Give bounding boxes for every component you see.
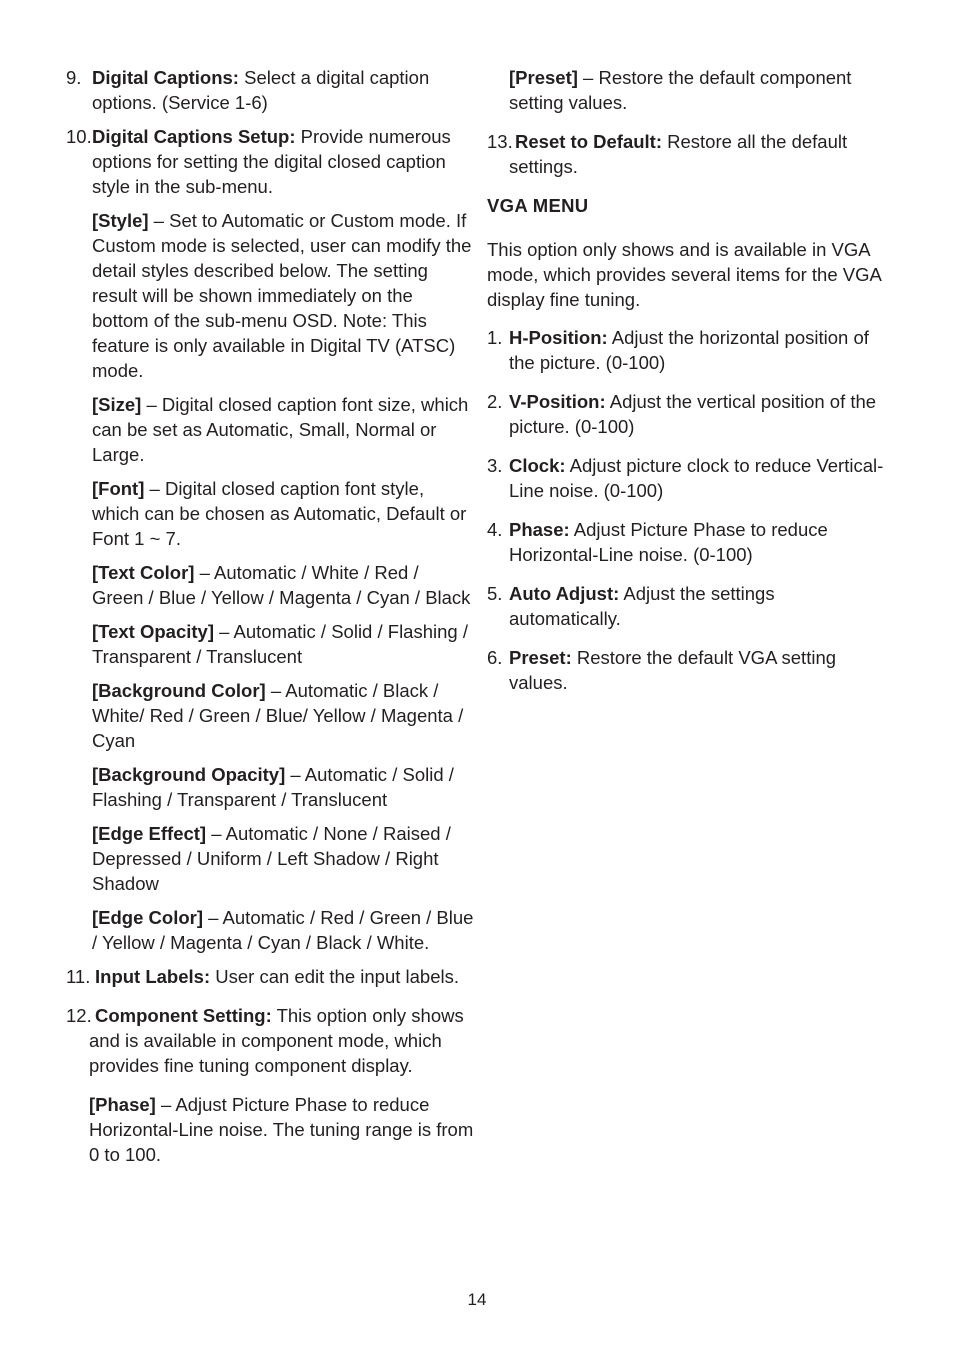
sub-item-preset	[487, 65, 887, 115]
sub-item-label: [Text Color]	[92, 562, 195, 583]
right-column	[487, 65, 887, 709]
list-item-input-labels	[66, 964, 474, 989]
sub-item-text: – Set to Automatic or Custom mode. If Custom mode is selected, user can modify the detail styles described below. The setting result will be shown immediately on the bottom of the sub-menu OSD. Note: This feature is only available in Digital TV (ATSC) mode.	[92, 210, 472, 381]
sub-item-text-color	[66, 560, 474, 610]
list-item-h-position	[487, 325, 887, 375]
sub-item-label: [Text Opacity]	[92, 621, 214, 642]
item-number: 2.	[487, 391, 503, 412]
item-number: 11.	[66, 966, 91, 987]
item-label: Digital Captions:	[92, 67, 239, 88]
sub-item-text: – Automatic / None / Raised / Depressed / Uniform / Left Shadow / Right Shadow	[92, 823, 451, 894]
item-number: 12.	[66, 1005, 92, 1026]
list-item-digital-captions	[66, 65, 474, 115]
sub-item-edge-color	[66, 905, 474, 955]
list-item-phase	[487, 517, 887, 567]
sub-item-label: [Edge Effect]	[92, 823, 207, 844]
item-number: 10.	[66, 126, 92, 147]
item-text: Select a digital caption options. (Service 1-6)	[92, 67, 430, 113]
left-column	[66, 65, 474, 1176]
vga-intro-paragraph: This option only shows and is available in VGA mode, which provides several items for the VGA display fine tuning.	[487, 239, 881, 310]
sub-item-label: [Background Color]	[92, 680, 266, 701]
item-text: Restore the default VGA setting values.	[509, 647, 837, 693]
sub-item-label: [Style]	[92, 210, 149, 231]
sub-item-text: – Adjust Picture Phase to reduce Horizontal-Line noise. The tuning range is from 0 to 100.	[89, 1094, 474, 1165]
item-label: Component Setting:	[95, 1005, 272, 1026]
sub-item-label: [Background Opacity]	[92, 764, 286, 785]
sub-item-text: – Digital closed caption font style, which can be chosen as Automatic, Default or Font 1 ~ 7.	[92, 478, 467, 549]
sub-item-text: – Automatic / Red / Green / Blue / Yellow / Magenta / Cyan / Black / White.	[92, 907, 474, 953]
list-item-v-position	[487, 389, 887, 439]
sub-item-label: [Preset]	[509, 67, 578, 88]
item-text: Adjust picture clock to reduce Vertical-Line noise. (0-100)	[509, 455, 884, 501]
sub-item-label: [Size]	[92, 394, 142, 415]
item-text: Adjust the settings automatically.	[509, 583, 775, 629]
item-number: 6.	[487, 647, 503, 668]
item-number: 5.	[487, 583, 503, 604]
item-text: This option only shows and is available in component mode, which provides fine tuning component display.	[89, 1005, 464, 1076]
section-heading-vga-menu: VGA MENU	[487, 195, 589, 216]
sub-item-text-opacity	[66, 619, 474, 669]
item-number: 3.	[487, 455, 503, 476]
sub-item-edge-effect	[66, 821, 474, 896]
list-item-digital-captions-setup	[66, 124, 474, 199]
sub-item-text: – Automatic / Solid / Flashing / Transparent / Translucent	[92, 764, 454, 810]
sub-item-phase	[66, 1092, 474, 1167]
sub-item-text: – Automatic / Solid / Flashing / Transparent / Translucent	[92, 621, 468, 667]
sub-item-text: – Automatic / Black / White/ Red / Green / Blue/ Yellow / Magenta / Cyan	[92, 680, 464, 751]
sub-item-background-opacity	[66, 762, 474, 812]
item-label: Auto Adjust:	[509, 583, 620, 604]
sub-item-size	[66, 392, 474, 467]
item-number: 4.	[487, 519, 503, 540]
page-number: 14	[467, 1290, 487, 1309]
item-number: 1.	[487, 327, 503, 348]
list-item-auto-adjust	[487, 581, 887, 631]
item-text: Restore all the default settings.	[509, 131, 848, 177]
sub-item-text: – Restore the default component setting values.	[509, 67, 852, 113]
item-text: Adjust Picture Phase to reduce Horizontal-Line noise. (0-100)	[509, 519, 828, 565]
item-text: Adjust the vertical position of the picture. (0-100)	[509, 391, 877, 437]
item-label: Reset to Default:	[515, 131, 662, 152]
list-item-reset-to-default	[487, 129, 887, 179]
item-text: Adjust the horizontal position of the picture. (0-100)	[509, 327, 869, 373]
sub-item-label: [Edge Color]	[92, 907, 203, 928]
sub-item-font	[66, 476, 474, 551]
item-label: Clock:	[509, 455, 566, 476]
item-text: Provide numerous options for setting the digital closed caption style in the sub-menu.	[92, 126, 451, 197]
item-label: Digital Captions Setup:	[92, 126, 296, 147]
item-label: Phase:	[509, 519, 570, 540]
item-label: Input Labels:	[95, 966, 211, 987]
sub-item-label: [Phase]	[89, 1094, 156, 1115]
sub-item-background-color	[66, 678, 474, 753]
item-label: V-Position:	[509, 391, 606, 412]
item-text: User can edit the input labels.	[210, 966, 459, 987]
sub-item-style	[66, 208, 474, 383]
sub-item-text: – Automatic / White / Red / Green / Blue / Yellow / Magenta / Cyan / Black	[92, 562, 471, 608]
list-item-preset	[487, 645, 887, 695]
item-number: 9.	[66, 67, 82, 88]
sub-item-label: [Font]	[92, 478, 145, 499]
list-item-clock	[487, 453, 887, 503]
sub-item-text: – Digital closed caption font size, which can be set as Automatic, Small, Normal or Large.	[92, 394, 469, 465]
list-item-component-setting	[66, 1003, 474, 1078]
item-label: H-Position:	[509, 327, 608, 348]
item-label: Preset:	[509, 647, 572, 668]
item-number: 13.	[487, 131, 513, 152]
